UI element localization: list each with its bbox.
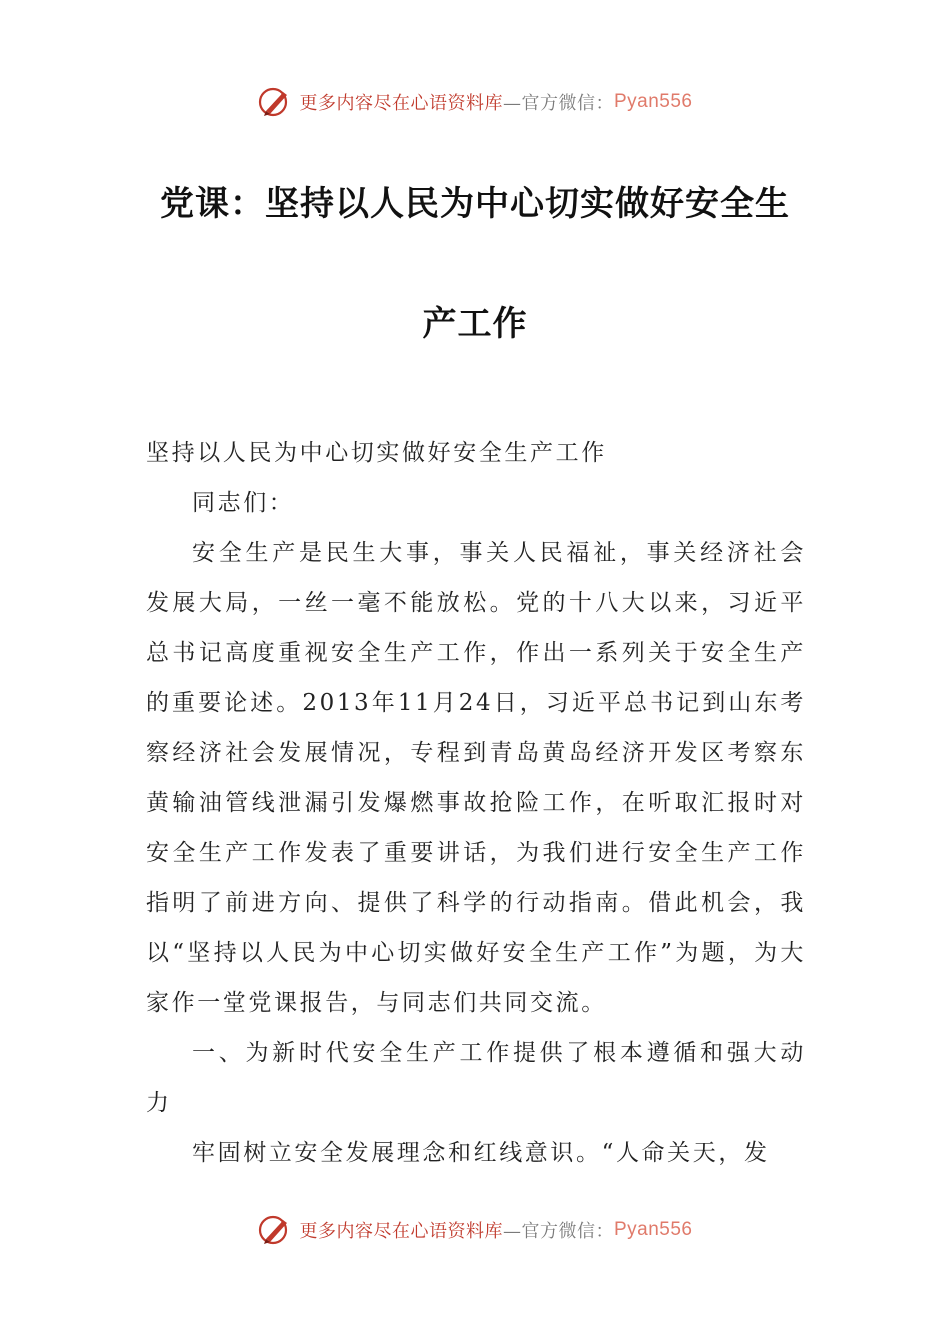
- footer-banner: [0, 1210, 950, 1250]
- salutation: 同志们：: [192, 490, 295, 516]
- banner-site-name: 更多内容尽在心语资料库: [299, 93, 503, 114]
- banner-separator: —官方微信：: [502, 93, 614, 114]
- subtitle: 坚持以人民为中心切实做好安全生产工作: [146, 440, 607, 466]
- pen-logo-icon: [257, 1212, 293, 1248]
- page-title-line1: 党课：坚持以人民为中心切实做好安全生: [160, 184, 790, 224]
- banner-wechat-id: Pyan556: [613, 1219, 693, 1240]
- paragraph-2: 牢固树立安全发展理念和红线意识。“人命关天，发: [192, 1140, 770, 1166]
- document-body: [146, 428, 806, 1178]
- header-banner: [0, 82, 950, 122]
- section-heading-1: 一、为新时代安全生产工作提供了根本遵循和强大动力: [146, 1040, 806, 1116]
- banner-site-name: 更多内容尽在心语资料库: [299, 1221, 503, 1242]
- paragraph-1: 安全生产是民生大事，事关人民福祉，事关经济社会发展大局，一丝一毫不能放松。党的十八大以来，习近平总书记高度重视安全生产工作，作出一系列关于安全生产的重要论述。2013年11月24日，习近平总书记到山东考察经济社会发展情况，专程到青岛黄岛经济开发区考察东黄输油管线泄漏引发爆燃事故抢险工作，在听取汇报时对安全生产工作发表了重要讲话，为我们进行安全生产工作指明了前进方向、提供了科学的行动指南。借此机会，我以“坚持以人民为中心切实做好安全生产工作”为题，为大家作一堂党课报告，与同志们共同交流。: [146, 540, 806, 1016]
- pen-logo-icon: [257, 84, 293, 120]
- banner-wechat-id: Pyan556: [613, 91, 693, 112]
- page-title-line2: 产工作: [422, 304, 528, 344]
- banner-separator: —官方微信：: [502, 1221, 614, 1242]
